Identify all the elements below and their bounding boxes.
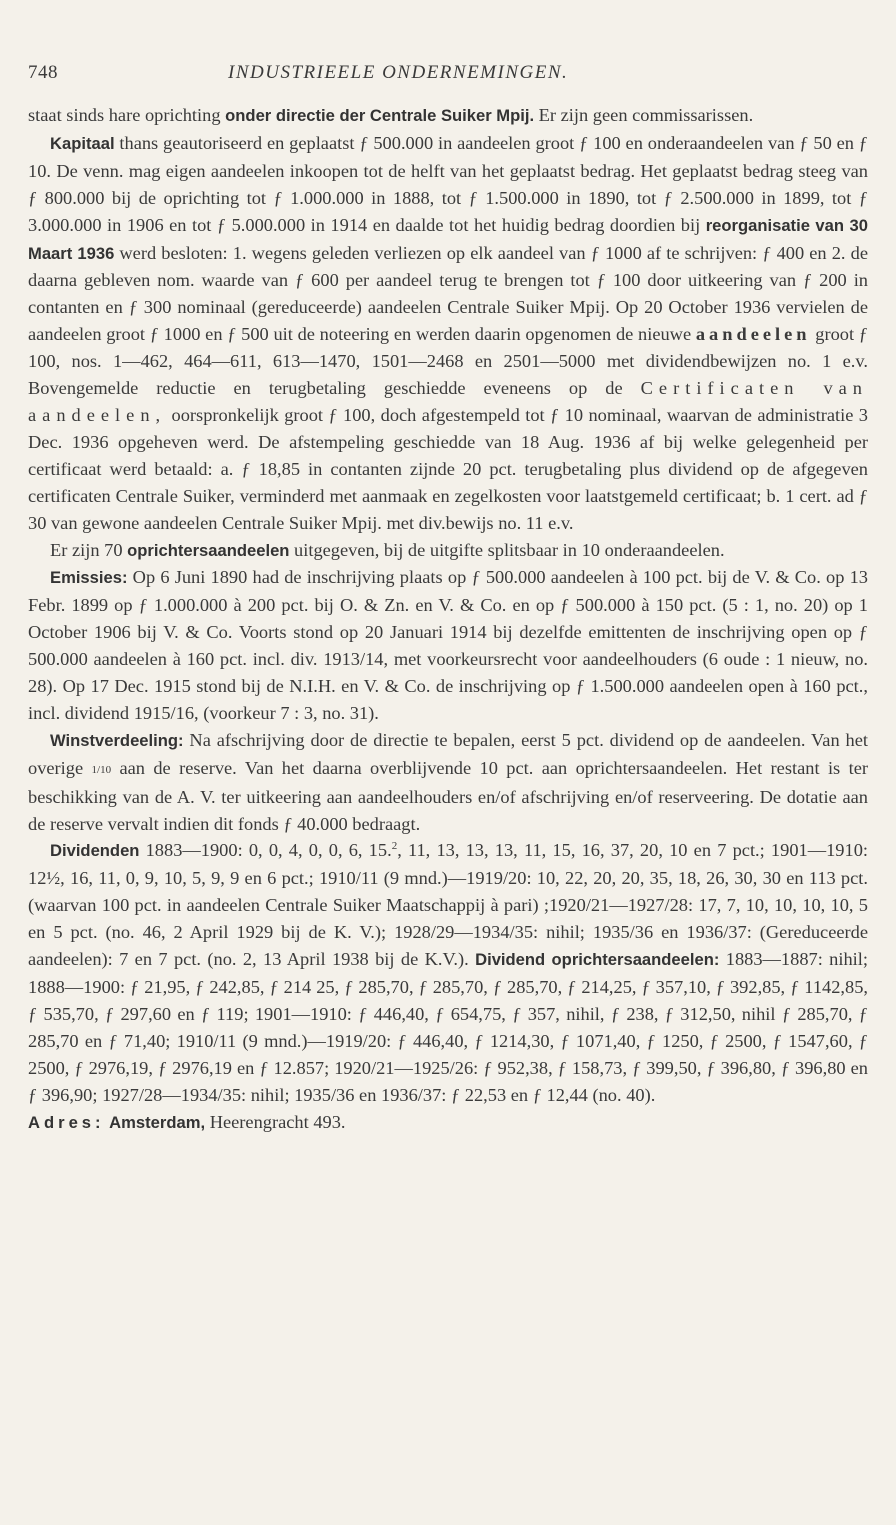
- text-run: 1883—1887: nihil; 1888—1900: ƒ 21,95, ƒ 242,85, ƒ 214 25, ƒ 285,70, ƒ 285,70, ƒ 285,70, ƒ 214,25, ƒ 357,10, ƒ 392,85, ƒ 1142,85, ƒ 535,70, ƒ 297,60 en ƒ 119; 1901—1910: ƒ 446,40, ƒ 654,75, ƒ 357, nihil, ƒ 238, ƒ 312,50, nihil ƒ 285,70, ƒ 285,70 en ƒ 71,40; 1910/11 (9 mnd.)—1919/20: ƒ 446,40, ƒ 1214,30, ƒ 1071,40, ƒ 1250, ƒ 2500, ƒ 1547,60, ƒ 2500, ƒ 2976,19, ƒ 2976,19 en ƒ 12.857; 1920/21—1925/26: ƒ 952,38, ƒ 158,73, ƒ 399,50, ƒ 396,80, ƒ 396,80 en ƒ 396,90; 1927/28—1934/35: nihil; 1935/36 en 1936/37: ƒ 22,53 en ƒ 12,44 (no. 40).: [28, 949, 869, 1105]
- text-run: Op 6 Juni 1890 had de inschrijving plaats op ƒ 500.000 aandeelen à 100 pct. bij de V. & Co. op 13 Febr. 1899 op ƒ 1.000.000 à 200 pct. bij O. & Zn. en V. & Co. en op ƒ 500.000 à 150 pct. (5 : 1, no. 20) op 1 October 1906 bij V. & Co. Voorts stond op 20 Januari 1914 bij dezelfde emittenten de inschrijving open op ƒ 500.000 aandeelen à 160 pct. incl. div. 1913/14, met voorkeursrecht voor aandeelhouders (6 oude : 1 nieuw, no. 28). Op 17 Dec. 1915 stond bij de N.I.H. en V. & Co. de inschrijving op ƒ 1.500.000 aandeelen open à 160 pct., incl. dividend 1915/16, (voorkeur 7 : 3, no. 31).: [28, 567, 868, 723]
- body-text: [28, 102, 868, 1136]
- running-title: INDUSTRIEELE ONDERNEMINGEN.: [228, 62, 569, 83]
- section-label-dividenden: Dividenden: [50, 841, 140, 861]
- section-label-kapitaal: Kapitaal: [50, 133, 115, 153]
- bold-term: oprichtersaandeelen: [127, 540, 290, 560]
- paragraph-dividenden: [28, 837, 868, 1108]
- text-run: Er zijn geen commissarissen.: [534, 105, 754, 125]
- address-street: Heerengracht 493.: [205, 1111, 346, 1132]
- text-run: Er zijn 70: [50, 539, 128, 560]
- paragraph-directie: [28, 102, 868, 130]
- text-run: aan de reserve. Van het daarna overblijvende 10 pct. aan oprichtersaandeelen. Het restant is ter beschikking van de A. V. ter uitkeering aan aandeelhouders en/of afschrijving en/of reserveering. De dotatie aan de reserve vervalt indien dit fonds ƒ 40.000 bedraagt.: [28, 757, 868, 834]
- text-run: oorspronkelijk groot ƒ 100, doch afgestempeld tot ƒ 10 nominaal, waarvan de administratie 3 Dec. 1936 opgeheven werd. De afstempeling geschiedde van 18 Aug. 1936 af bij welke gelegenheid per certificaat werd betaald: a. ƒ 18,85 in contanten zijnde 20 pct. terugbetaling plus dividend op de afgegeven certificaten Centrale Suiker, verminderd met aanmaak en zegelkosten voor laatstgemeld certificaat; b. 1 cert. ad ƒ 30 van gewone aandeelen Centrale Suiker Mpij. met div.bewijs no. 11 e.v.: [28, 404, 868, 533]
- bold-term: reorganisatie van 30 Maart 1936: [28, 215, 868, 263]
- spaced-term: aandeelen: [695, 324, 811, 345]
- text-run: uitgegeven, bij de uitgifte splitsbaar in 10 onderaandeelen.: [289, 539, 725, 560]
- text-run: werd besloten: 1. wegens geleden verliezen op elk aandeel van ƒ 1000 af te schrijven: ƒ 400 en 2. de daarna gebleven nom. waarde van ƒ 600 per aandeel terug te brengen tot ƒ 100 door uitkeering van ƒ 200 in contanten en ƒ 300 nominaal (gereduceerde) aandeelen Centrale Suiker Mpij. Op 20 October 1936 vervielen de aandeelen groot ƒ 1000 en ƒ 500 uit de noteering en werden daarin opgenomen de nieuwe: [28, 242, 868, 345]
- spaced-term: Certificaten van aandeelen,: [28, 378, 868, 425]
- paragraph-kapitaal: [28, 130, 868, 537]
- superscript: 2: [391, 840, 398, 853]
- paragraph-emissies: [28, 564, 868, 726]
- bold-term: onder directie der Centrale Suiker Mpij.: [225, 106, 535, 125]
- address-city: Amsterdam,: [109, 1112, 206, 1132]
- text-run: groot ƒ 100, nos. 1—462, 464—611, 613—1470, 1501—2468 en 2501—5000 met dividendbewijzen no. 1 e.v. Bovengemelde reductie en terugbetaling geschiedde eveneens op de: [28, 324, 868, 399]
- text-run: , 11, 13, 13, 13, 11, 15, 16, 37, 20, 10 en 7 pct.; 1901—1910: 12½, 16, 11, 0, 9, 10, 5, 9, 9 en 6 pct.; 1910/11 (9 mnd.)—1919/20: 10, 22, 20, 20, 35, 18, 26, 30, 30 en 113 pct. (waarvan 100 pct. in aandeelen Centrale Suiker Maatschappij à pari) ;1920/21—1927/28: 17, 7, 10, 10, 10, 10, 5 en 5 pct. (no. 46, 2 April 1929 bij de K. V.); 1928/29—1934/35: nihil; 1935/36 en 1936/37: (Gereduceerde aandeelen): 7 en 7 pct. (no. 2, 13 April 1938 bij de K.V.).: [28, 840, 868, 970]
- paragraph-winstverdeeling: [28, 727, 868, 838]
- text-run: 1883—1900: 0, 0, 4, 0, 0, 6, 15.: [139, 840, 392, 861]
- section-label-adres: Adres:: [28, 1112, 105, 1132]
- fraction: 1/10: [91, 763, 112, 776]
- text-run: Na afschrijving door de directie te bepalen, eerst 5 pct. dividend op de aandeelen. Van het overige: [28, 729, 868, 778]
- paragraph-oprichtersaandeelen: [28, 537, 868, 565]
- section-label-emissies: Emissies:: [50, 568, 128, 588]
- section-label-dividend-oprichters: Dividend oprichtersaandeelen:: [475, 950, 720, 970]
- text-run: staat sinds hare oprichting: [28, 105, 226, 125]
- page-number: 748: [28, 62, 58, 83]
- text-run: thans geautoriseerd en geplaatst ƒ 500.000 in aandeelen groot ƒ 100 en onderaandeelen van ƒ 50 en ƒ 10. De venn. mag eigen aandeelen inkoopen tot de helft van het geplaatst bedrag. Het geplaatst bedrag steeg van ƒ 800.000 bij de oprichting tot ƒ 1.000.000 in 1888, tot ƒ 1.500.000 in 1890, tot ƒ 2.500.000 in 1899, tot ƒ 3.000.000 in 1906 en tot ƒ 5.000.000 in 1914 en daalde tot het huidig bedrag doordien bij: [28, 132, 868, 235]
- running-header: [28, 62, 868, 90]
- section-label-winstverdeeling: Winstverdeeling:: [50, 730, 184, 750]
- paragraph-adres: [28, 1109, 868, 1137]
